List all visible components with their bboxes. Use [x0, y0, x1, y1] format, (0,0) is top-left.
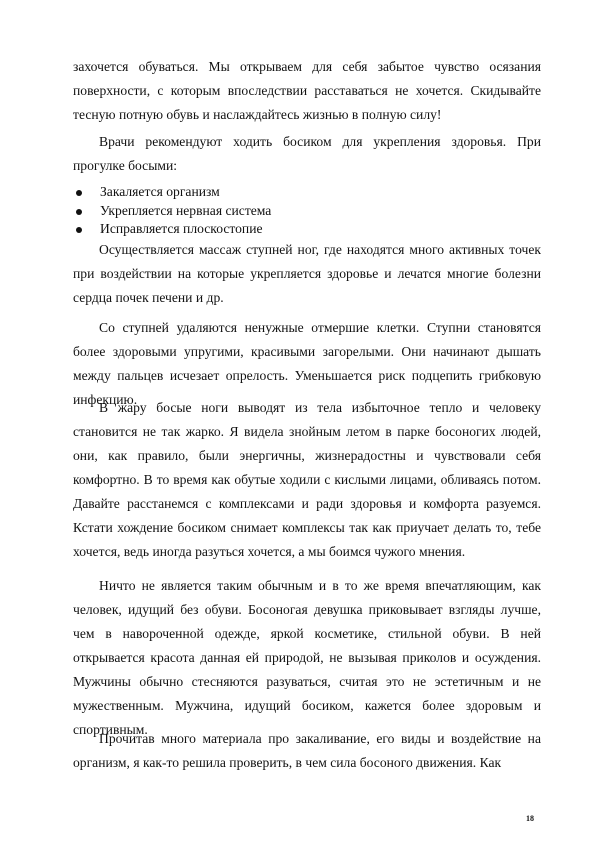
paragraph-foot-massage: Осуществляется массаж ступней ног, где находятся много активных точек при воздействии на которые укрепляется здоровье и лечатся многие болезни сердца почек печени и др. — [73, 242, 541, 305]
page-number: 18 — [526, 814, 534, 823]
bullet-text: Укрепляется нервная система — [100, 202, 272, 218]
paragraph-barefoot-impression: Ничто не является таким обычным и в то же время впечатляющим, как человек, идущий без обуви. Босоногая девушка приковывает взгляды лучше, чем в навороченной одежде, яркой косметике, стильной обуви. В ней открывается красота данная ей природой, не вызывая приколов и осуждения. Мужчины обычно стесняются разуваться, считая это не эстетичным и не мужественным. Мужчина, идущий босиком, кажется более здоровым и спортивным. — [73, 578, 541, 737]
paragraph-dead-cells: Со ступней удаляются ненужные отмершие клетки. Ступни становятся более здоровыми упругими, красивыми загорелыми. Они начинают дышать между пальцев исчезает опрелость. Уменьшается риск подцепить грибковую инфекцию. — [73, 320, 541, 407]
bullet-item — [73, 183, 541, 202]
paragraph-tempering: Прочитав много материала про закаливание, его виды и воздействие на организм, я как-то решила проверить, в чем сила босоного движения. Как — [73, 731, 541, 770]
paragraph-doctors-recommend: Врачи рекомендуют ходить босиком для укрепления здоровья. При прогулке босыми: — [73, 134, 541, 173]
bullet-dot-icon — [76, 190, 82, 196]
paragraph-continuation: захочется обуваться. Мы открываем для себя забытое чувство осязания поверхности, с которым впоследствии расставаться не хочется. Скидывайте тесную потную обувь и наслаждайтесь жизнью в полную силу! — [73, 59, 541, 122]
bullet-text: Исправляется плоскостопие — [100, 221, 263, 236]
paragraph-heat: В жару босые ноги выводят из тела избыточное тепло и человеку становится не так жарко. Я видела знойным летом в парке босоногих людей, они, как правило, были энергичны, жизнерадостны и чувствовали себя комфортно. В то время как обутые ходили с кислыми лицами, обливаясь потом. Давайте расстанемся с комплексами и ради здоровья и комфорта разуемся. Кстати хождение босиком снимает комплексы так как приучает делать то, тебе хочется, ведь иногда разуться хочется, а мы боимся чужого мнения. — [73, 400, 541, 559]
bullet-item — [73, 202, 541, 221]
bullet-dot-icon — [76, 209, 82, 215]
bullet-item — [73, 220, 541, 239]
bullet-dot-icon — [76, 227, 82, 233]
benefits-bullet-list — [73, 183, 541, 239]
bullet-text: Закаляется организм — [100, 184, 220, 199]
